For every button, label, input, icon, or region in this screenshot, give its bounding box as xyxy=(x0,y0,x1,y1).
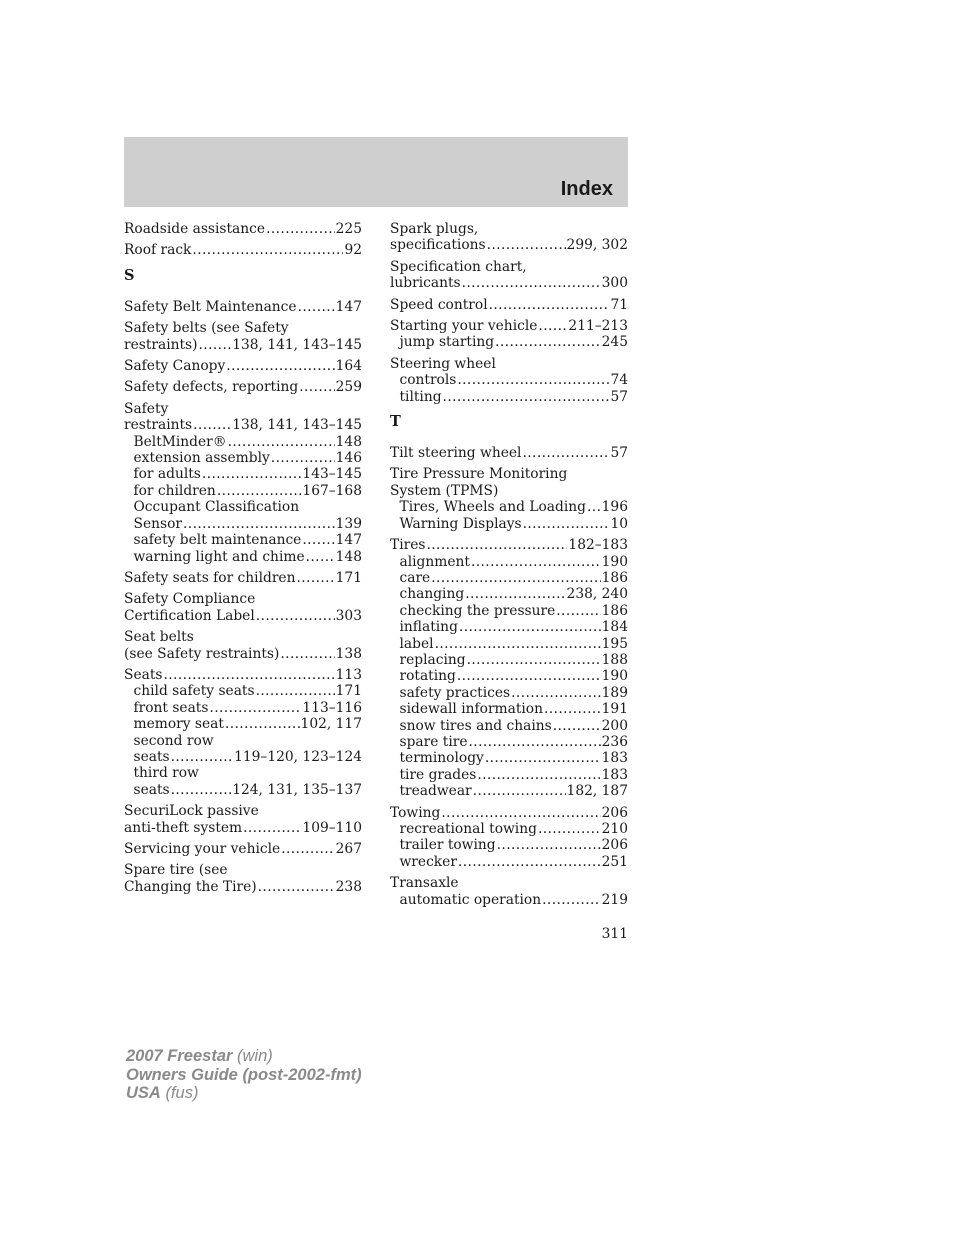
index-entry xyxy=(390,805,628,871)
dot-leader xyxy=(443,389,610,405)
index-entry xyxy=(390,259,628,292)
dot-leader xyxy=(467,652,601,668)
dot-leader xyxy=(163,667,334,683)
index-subentry-line xyxy=(124,483,362,499)
entry-text: checking the pressure xyxy=(399,602,556,619)
entry-text: label xyxy=(399,635,434,652)
index-entry xyxy=(124,803,362,836)
entry-text: Safety Canopy xyxy=(124,358,226,375)
dot-leader xyxy=(458,854,601,870)
entry-text: Safety Compliance xyxy=(124,591,256,608)
index-subentry-line xyxy=(124,516,362,532)
page-reference: 143–145 xyxy=(302,466,362,483)
dot-leader xyxy=(296,570,334,586)
dot-leader xyxy=(258,879,335,895)
dot-leader xyxy=(225,716,300,732)
index-subentry-line xyxy=(390,892,628,908)
entry-text: terminology xyxy=(399,750,484,767)
page-reference: 138, 141, 143–145 xyxy=(232,336,362,353)
index-entry-line xyxy=(390,537,628,553)
page-reference: 171 xyxy=(335,683,362,700)
entry-text: controls xyxy=(399,372,457,389)
entry-text: Spare tire (see xyxy=(124,862,228,879)
index-entry-line xyxy=(124,862,362,878)
index-subentry-line xyxy=(124,700,362,716)
index-entry-line xyxy=(390,483,628,499)
page-reference: 206 xyxy=(601,804,628,821)
dot-leader xyxy=(522,445,609,461)
footer-line-3: USA (fus) xyxy=(126,1084,199,1102)
entry-text: Changing the Tire) xyxy=(124,878,257,895)
dot-leader xyxy=(299,379,334,395)
dot-leader xyxy=(587,499,601,515)
index-entry xyxy=(390,297,628,313)
entry-text: wrecker xyxy=(399,853,457,870)
index-entry-line xyxy=(124,646,362,662)
entry-text: System (TPMS) xyxy=(390,482,499,499)
dot-leader xyxy=(538,821,601,837)
index-entry-line xyxy=(390,318,628,334)
entry-text: BeltMinder® xyxy=(133,433,227,450)
entry-text: Seat belts xyxy=(124,629,194,646)
dot-leader xyxy=(511,685,601,701)
dot-leader xyxy=(217,483,302,499)
index-entry xyxy=(124,379,362,395)
entry-text: Starting your vehicle xyxy=(390,318,538,335)
page-reference: 196 xyxy=(601,499,628,516)
index-entry-line xyxy=(124,242,362,258)
index-entry-line xyxy=(124,820,362,836)
index-subentry-line xyxy=(390,767,628,783)
index-subentry-line xyxy=(390,389,628,405)
dot-leader xyxy=(256,683,335,699)
dot-leader xyxy=(441,805,600,821)
entry-text: recreational towing xyxy=(399,821,537,837)
page-reference: 259 xyxy=(335,379,362,396)
entry-text: Tires, Wheels and Loading xyxy=(399,499,586,516)
page-reference: 113–116 xyxy=(302,699,362,716)
index-entry-line xyxy=(124,629,362,645)
index-entry xyxy=(390,466,628,532)
index-entry-line xyxy=(124,667,362,683)
page-number: 311 xyxy=(601,926,628,942)
dot-leader xyxy=(544,701,601,717)
entry-text: inflating xyxy=(399,619,458,636)
entry-text: Roof rack xyxy=(124,242,192,259)
page-reference: 71 xyxy=(610,296,628,313)
index-subentry-line xyxy=(390,668,628,684)
page-reference: 200 xyxy=(601,717,628,734)
entry-text: Spark plugs, xyxy=(390,221,479,237)
index-entry xyxy=(390,537,628,800)
page-reference: 171 xyxy=(335,569,362,586)
entry-text: Tilt steering wheel xyxy=(390,445,522,462)
entry-text: automatic operation xyxy=(399,891,542,908)
entry-text: Roadside assistance xyxy=(124,221,266,237)
page-reference: 300 xyxy=(601,275,628,292)
index-subentry-line xyxy=(124,716,362,732)
page-reference: 245 xyxy=(601,334,628,351)
entry-text: Certification Label xyxy=(124,607,255,624)
header-band xyxy=(124,137,628,207)
index-subentry-line xyxy=(124,532,362,548)
page-reference: 186 xyxy=(601,602,628,619)
page-reference: 206 xyxy=(601,837,628,854)
page-reference: 184 xyxy=(601,619,628,636)
index-entry xyxy=(390,356,628,405)
index-subentry-line xyxy=(124,466,362,482)
index-subentry-line xyxy=(390,570,628,586)
page-reference: 102, 117 xyxy=(300,716,362,733)
page-reference: 267 xyxy=(335,841,362,857)
index-entry xyxy=(124,242,362,258)
dot-leader xyxy=(199,337,232,353)
dot-leader xyxy=(281,841,334,857)
dot-leader xyxy=(459,619,601,635)
index-entry-line xyxy=(390,466,628,482)
entry-text: Specification chart, xyxy=(390,258,527,275)
index-entry-line xyxy=(390,259,628,275)
page-reference: 190 xyxy=(601,553,628,570)
page-reference: 183 xyxy=(601,750,628,767)
dot-leader xyxy=(457,372,609,388)
page-reference: 303 xyxy=(335,607,362,624)
entry-text: Speed control xyxy=(390,296,488,313)
page-reference: 74 xyxy=(610,372,628,389)
index-subentry-line xyxy=(124,450,362,466)
entry-text: jump starting xyxy=(399,334,495,351)
entry-text: SecuriLock passive xyxy=(124,803,259,820)
entry-text: for children xyxy=(133,482,216,499)
index-subentry-line xyxy=(390,372,628,388)
dot-leader xyxy=(171,782,232,798)
index-entry-line xyxy=(124,608,362,624)
dot-leader xyxy=(171,749,233,765)
entry-text: safety belt maintenance xyxy=(133,532,302,549)
page-reference: 251 xyxy=(601,853,628,870)
dot-leader xyxy=(485,750,601,766)
index-subentry-line xyxy=(124,549,362,565)
footer xyxy=(126,1047,362,1103)
page-reference: 182–183 xyxy=(568,537,628,554)
page-reference: 57 xyxy=(610,388,628,405)
index-entry xyxy=(124,667,362,798)
entry-text: Safety belts (see Safety xyxy=(124,320,289,337)
index-entry-line xyxy=(124,358,362,374)
index-subentry-line xyxy=(390,734,628,750)
dot-leader xyxy=(192,242,343,258)
entry-text: spare tire xyxy=(399,733,468,750)
dot-leader xyxy=(226,358,334,374)
dot-leader xyxy=(462,275,601,291)
entry-text: sidewall information xyxy=(399,701,543,718)
index-entry xyxy=(124,841,362,857)
index-subentry-line xyxy=(124,434,362,450)
page-reference: 219 xyxy=(601,891,628,908)
page-reference: 183 xyxy=(601,766,628,783)
index-entry xyxy=(124,629,362,662)
dot-leader xyxy=(538,318,567,334)
entry-text: Towing xyxy=(390,804,441,821)
index-entry xyxy=(124,358,362,374)
entry-text: Steering wheel xyxy=(390,355,496,372)
page-reference: 188 xyxy=(601,651,628,668)
index-entry-line xyxy=(390,221,628,237)
entry-text: third row xyxy=(133,765,199,782)
dot-leader xyxy=(469,734,601,750)
page-reference: 210 xyxy=(601,821,628,837)
dot-leader xyxy=(473,783,566,799)
entry-text: Safety Belt Maintenance xyxy=(124,298,297,315)
page-reference: 147 xyxy=(335,532,362,549)
page-reference: 182, 187 xyxy=(566,783,628,800)
index-column-left xyxy=(124,221,362,900)
dot-leader xyxy=(497,837,601,853)
index-subentry-line xyxy=(390,854,628,870)
page-reference: 138, 141, 143–145 xyxy=(232,417,362,434)
page-reference: 299, 302 xyxy=(566,237,628,254)
index-subentry-line xyxy=(390,750,628,766)
page-reference: 109–110 xyxy=(302,819,362,836)
index-subentry-line xyxy=(390,554,628,570)
footer-line-1: 2007 Freestar (win) xyxy=(126,1047,273,1065)
footer-line-2: Owners Guide (post-2002-fmt) xyxy=(126,1065,362,1084)
index-subentry-line xyxy=(390,783,628,799)
page-reference: 124, 131, 135–137 xyxy=(232,781,362,798)
page-reference: 195 xyxy=(601,635,628,652)
page-reference: 238 xyxy=(335,878,362,895)
page-title: Index xyxy=(560,178,613,200)
page-reference: 190 xyxy=(601,668,628,685)
entry-text: child safety seats xyxy=(133,683,255,700)
page-reference: 236 xyxy=(601,733,628,750)
page-reference: 138 xyxy=(335,645,362,662)
index-entry-line xyxy=(124,401,362,417)
dot-leader xyxy=(243,820,301,836)
entry-text: tire grades xyxy=(399,766,477,783)
index-subentry-line xyxy=(390,619,628,635)
entry-text: second row xyxy=(133,732,214,749)
index-entry xyxy=(390,445,628,461)
page-reference: 148 xyxy=(335,433,362,450)
entry-text: warning light and chime xyxy=(133,548,305,565)
index-entry-line xyxy=(124,221,362,237)
page-reference: 139 xyxy=(335,515,362,532)
dot-leader xyxy=(280,646,334,662)
dot-leader xyxy=(477,767,600,783)
index-entry xyxy=(124,570,362,586)
page-reference: 191 xyxy=(601,701,628,718)
entry-text: care xyxy=(399,569,431,586)
index-entry-line xyxy=(124,337,362,353)
index-entry xyxy=(124,299,362,315)
dot-leader xyxy=(465,586,565,602)
page-reference: 211–213 xyxy=(568,318,628,335)
entry-text: Safety defects, reporting xyxy=(124,379,299,396)
index-subentry-line xyxy=(390,636,628,652)
index-entry-line xyxy=(124,570,362,586)
index-subentry-line xyxy=(124,749,362,765)
page-reference: 119–120, 123–124 xyxy=(234,748,362,765)
index-subentry-line xyxy=(390,685,628,701)
section-letter: T xyxy=(390,413,401,431)
entry-text: tilting xyxy=(399,388,442,405)
dot-leader xyxy=(183,516,335,532)
entry-text: changing xyxy=(399,586,465,603)
index-entry-line xyxy=(124,841,362,857)
page-reference: 147 xyxy=(335,298,362,315)
index-subentry-line xyxy=(390,586,628,602)
entry-text: (see Safety restraints) xyxy=(124,645,280,662)
index-entry-line xyxy=(124,299,362,315)
index-subentry-line xyxy=(124,782,362,798)
page-reference: 238, 240 xyxy=(566,586,628,603)
page-reference: 186 xyxy=(601,569,628,586)
entry-text: Occupant Classification xyxy=(133,499,300,516)
index-entry xyxy=(390,875,628,908)
dot-leader xyxy=(471,554,601,570)
index-entry-line xyxy=(390,875,628,891)
entry-text: specifications xyxy=(390,237,486,254)
index-subentry-line xyxy=(390,334,628,350)
dot-leader xyxy=(435,636,601,652)
index-subentry-line xyxy=(390,837,628,853)
entry-text: alignment xyxy=(399,553,470,570)
index-entry xyxy=(124,320,362,353)
page-reference: 148 xyxy=(335,548,362,565)
page-reference: 10 xyxy=(610,515,628,532)
index-entry-line xyxy=(124,320,362,336)
entry-text: snow tires and chains xyxy=(399,717,552,734)
index-entry xyxy=(124,401,362,565)
page-reference: 92 xyxy=(344,242,362,259)
dot-leader xyxy=(302,532,334,548)
dot-leader xyxy=(487,237,566,253)
index-subentry-line xyxy=(124,499,362,515)
dot-leader xyxy=(193,417,231,433)
dot-leader xyxy=(553,718,601,734)
entry-text: trailer towing xyxy=(399,837,496,854)
index-entry-line xyxy=(124,591,362,607)
page-reference: 164 xyxy=(335,358,362,375)
entry-text: restraints) xyxy=(124,336,198,353)
index-subentry-line xyxy=(390,718,628,734)
entry-text: Transaxle xyxy=(390,875,459,892)
entry-text: anti-theft system xyxy=(124,819,243,836)
dot-leader xyxy=(489,297,610,313)
dot-leader xyxy=(202,466,302,482)
entry-text: Tires xyxy=(390,537,426,554)
index-entry-line xyxy=(390,297,628,313)
index-subentry-line xyxy=(390,701,628,717)
index-entry-line xyxy=(390,445,628,461)
dot-leader xyxy=(271,450,335,466)
entry-text: lubricants xyxy=(390,275,461,292)
page-reference: 57 xyxy=(610,445,628,462)
dot-leader xyxy=(495,334,601,350)
index-entry-line xyxy=(124,417,362,433)
index-subentry-line xyxy=(390,603,628,619)
index-entry-line xyxy=(124,379,362,395)
page-reference: 167–168 xyxy=(302,482,362,499)
entry-text: seats xyxy=(133,781,170,798)
entry-text: Safety seats for children xyxy=(124,569,296,586)
index-subentry-line xyxy=(390,499,628,515)
entry-text: Tire Pressure Monitoring xyxy=(390,466,568,483)
index-entry xyxy=(124,862,362,895)
page-reference: 146 xyxy=(335,450,362,467)
dot-leader xyxy=(298,299,335,315)
index-entry xyxy=(124,591,362,624)
index-subentry-line xyxy=(124,683,362,699)
index-entry xyxy=(390,318,628,351)
entry-text: Warning Displays xyxy=(399,515,522,532)
dot-leader xyxy=(228,434,335,450)
entry-text: Servicing your vehicle xyxy=(124,841,281,857)
dot-leader xyxy=(523,516,610,532)
entry-text: memory seat xyxy=(133,716,224,733)
index-entry xyxy=(124,221,362,237)
dot-leader xyxy=(266,221,335,237)
index-subentry-line xyxy=(390,652,628,668)
index-entry-line xyxy=(390,356,628,372)
dot-leader xyxy=(556,603,600,619)
dot-leader xyxy=(431,570,600,586)
page-reference: 113 xyxy=(335,666,362,683)
entry-text: replacing xyxy=(399,651,466,668)
dot-leader xyxy=(542,892,601,908)
entry-text: safety practices xyxy=(399,684,511,701)
page-reference: 189 xyxy=(601,684,628,701)
entry-text: extension assembly xyxy=(133,450,270,467)
dot-leader xyxy=(426,537,567,553)
dot-leader xyxy=(256,608,335,624)
entry-text: rotating xyxy=(399,668,456,685)
index-subentry-line xyxy=(390,821,628,837)
index-entry-line xyxy=(390,237,628,253)
entry-text: seats xyxy=(133,748,170,765)
index-column-right xyxy=(390,221,628,913)
index-entry-line xyxy=(390,805,628,821)
dot-leader xyxy=(306,549,335,565)
index-subentry-line xyxy=(124,765,362,781)
index-entry-line xyxy=(124,879,362,895)
index-entry xyxy=(390,221,628,254)
dot-leader xyxy=(457,668,601,684)
entry-text: Sensor xyxy=(133,515,182,532)
index-subentry-line xyxy=(124,733,362,749)
entry-text: front seats xyxy=(133,699,209,716)
entry-text: Seats xyxy=(124,666,163,683)
entry-text: restraints xyxy=(124,417,193,434)
index-entry-line xyxy=(124,803,362,819)
page-reference: 225 xyxy=(335,221,362,237)
entry-text: treadwear xyxy=(399,783,472,800)
section-letter: S xyxy=(124,266,135,284)
entry-text: for adults xyxy=(133,466,201,483)
dot-leader xyxy=(209,700,301,716)
entry-text: Safety xyxy=(124,400,169,417)
index-entry-line xyxy=(390,275,628,291)
index-subentry-line xyxy=(390,516,628,532)
